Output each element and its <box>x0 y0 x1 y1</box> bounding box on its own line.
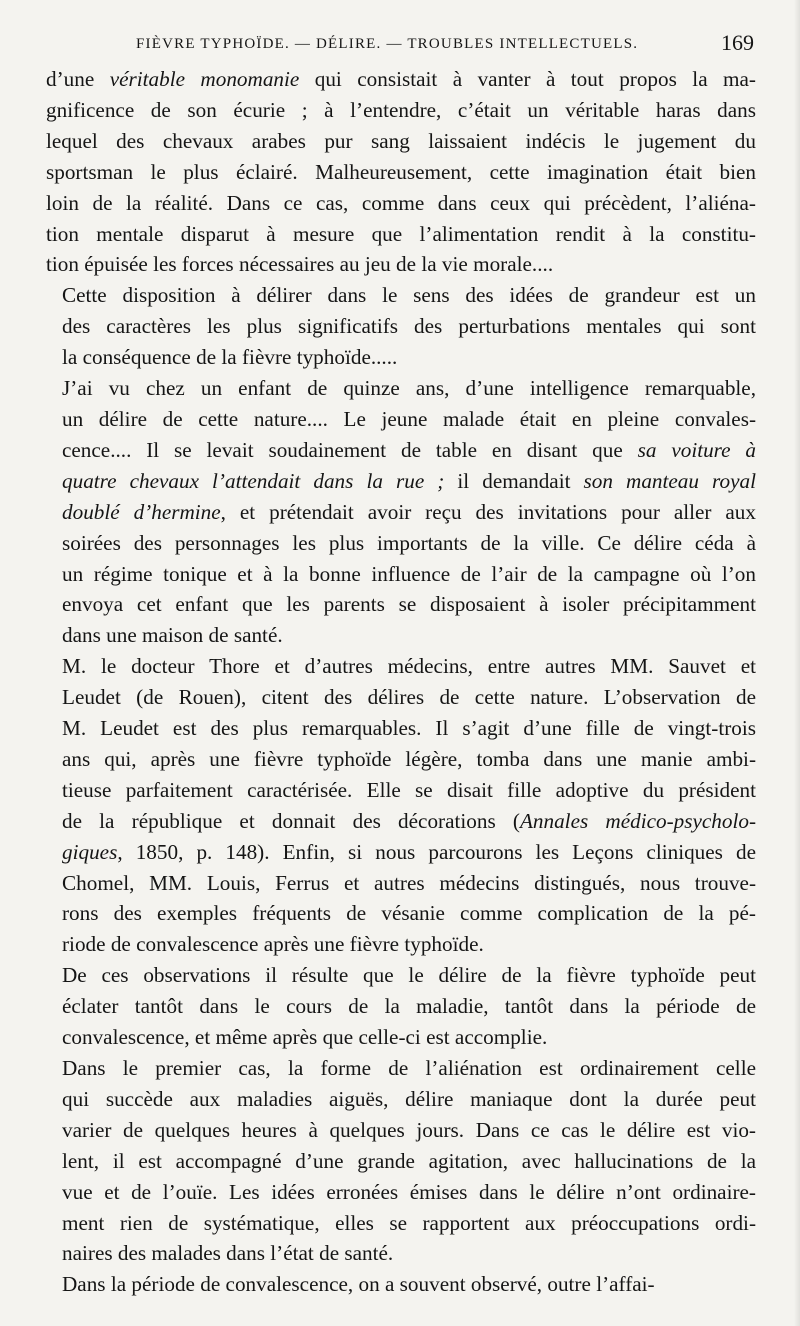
paragraph <box>46 651 756 960</box>
text-run: Leudet (de Rouen), citent des délires de cette nature. L’observation de <box>62 685 756 710</box>
text-line <box>46 404 756 435</box>
text-line <box>46 249 756 280</box>
italic-run: sa voiture à <box>637 437 756 462</box>
text-line <box>46 64 756 95</box>
text-line <box>46 960 756 991</box>
text-run: tieuse parfaitement caractérisée. Elle se disait fille adoptive du président <box>62 777 756 802</box>
text-line <box>46 373 756 404</box>
text-line <box>46 1146 756 1177</box>
text-run: varier de quelques heures à quelques jours. Dans ce cas le délire est vio- <box>62 1117 756 1142</box>
text-run: M. le docteur Thore et d’autres médecins, entre autres MM. Sauvet et <box>62 654 756 679</box>
italic-run: son manteau royal <box>583 468 756 493</box>
text-line <box>46 157 756 188</box>
text-run: tion mentale disparut à mesure que l’alimentation rendit à la constitu- <box>46 221 756 246</box>
text-line <box>46 188 756 219</box>
text-line <box>46 713 756 744</box>
text-run: soirées des personnages les plus importants de la ville. Ce délire céda à <box>62 530 756 555</box>
paragraph <box>46 280 756 373</box>
text-run: riode de convalescence après une fièvre typhoïde. <box>62 932 484 957</box>
text-line <box>46 497 756 528</box>
text-run: J’ai vu chez un enfant de quinze ans, d’une intelligence remarquable, <box>62 376 756 401</box>
text-line <box>46 1269 756 1300</box>
italic-run: doublé d’hermine <box>62 499 221 524</box>
paragraph <box>46 1053 756 1269</box>
paragraph <box>46 1269 756 1300</box>
text-line <box>46 775 756 806</box>
text-line <box>46 435 756 466</box>
text-line <box>46 280 756 311</box>
text-line <box>46 528 756 559</box>
text-run: lent, il est accompagné d’une grande agitation, avec hallucinations de la <box>62 1148 756 1173</box>
scan-shadow <box>794 0 800 1326</box>
text-line <box>46 620 756 651</box>
text-run: envoya cet enfant que les parents se disposaient à isoler précipitamment <box>62 592 756 617</box>
text-run: d’une <box>46 67 110 91</box>
text-line <box>46 682 756 713</box>
text-run: naires des malades dans l’état de santé. <box>62 1241 394 1266</box>
text-run: un délire de cette nature.... Le jeune malade était en pleine convales- <box>62 406 756 431</box>
text-run: , 1850, p. 148). Enfin, si nous parcourons les Leçons cliniques de <box>117 839 756 864</box>
text-run: ment rien de systématique, elles se rapportent aux préoccupations ordi- <box>62 1210 756 1235</box>
text-line <box>46 1177 756 1208</box>
text-run: sportsman le plus éclairé. Malheureusement, cette imagination était bien <box>46 159 756 184</box>
italic-run: quatre chevaux l’attendait dans la rue ; <box>62 468 445 493</box>
text-line <box>46 466 756 497</box>
text-run: loin de la réalité. Dans ce cas, comme dans ceux qui précèdent, l’aliéna- <box>46 190 756 215</box>
text-line <box>46 1115 756 1146</box>
text-run: M. Leudet est des plus remarquables. Il s’agit d’une fille de vingt-trois <box>62 716 756 741</box>
text-run: cence.... Il se levait soudainement de table en disant que <box>62 437 638 462</box>
text-line <box>46 744 756 775</box>
text-run: Dans le premier cas, la forme de l’aliénation est ordinairement celle <box>62 1056 756 1080</box>
text-run: qui consistait à vanter à tout propos la ma- <box>299 67 756 91</box>
page-number: 169 <box>721 30 754 55</box>
text-line <box>46 868 756 899</box>
text-run: Dans la période de convalescence, on a souvent observé, outre l’affai- <box>62 1272 655 1297</box>
text-line <box>46 1022 756 1053</box>
text-run: un régime tonique et à la bonne influence de l’air de la campagne où l’on <box>62 561 756 586</box>
text-line <box>46 342 756 373</box>
text-line <box>46 1084 756 1115</box>
paragraph <box>46 960 756 1053</box>
text-line <box>46 1053 756 1084</box>
text-run: dans une maison de santé. <box>62 623 283 648</box>
text-run: Cette disposition à délirer dans le sens des idées de grandeur est un <box>62 283 756 308</box>
text-run: tion épuisée les forces nécessaires au jeu de la vie morale.... <box>46 252 554 277</box>
italic-run: véritable monomanie <box>109 67 300 91</box>
page-body <box>46 64 756 1300</box>
running-head: FIÈVRE TYPHOÏDE. — DÉLIRE. — TROUBLES INTELLECTUELS. <box>136 36 639 52</box>
text-run: vue et de l’ouïe. Les idées erronées émises dans le délire n’ont ordinaire- <box>62 1179 756 1204</box>
text-run: , et prétendait avoir reçu des invitations pour aller aux <box>220 499 756 524</box>
text-run: ans qui, après une fièvre typhoïde légère, tomba dans une manie ambi- <box>62 746 756 771</box>
text-run: de la république et donnait des décorations ( <box>62 808 520 833</box>
text-line <box>46 1208 756 1239</box>
text-line <box>46 806 756 837</box>
text-run: rons des exemples fréquents de vésanie comme complication de la pé- <box>62 901 756 926</box>
paragraph <box>46 64 756 280</box>
text-line <box>46 651 756 682</box>
text-line <box>46 991 756 1022</box>
page-header <box>46 28 756 60</box>
text-line <box>46 311 756 342</box>
text-line <box>46 126 756 157</box>
text-line <box>46 219 756 250</box>
text-line <box>46 95 756 126</box>
italic-run: Annales médico-psycholo- <box>519 808 756 833</box>
text-line <box>46 929 756 960</box>
text-run: il demandait <box>444 468 584 493</box>
italic-run: giques <box>62 839 118 864</box>
text-run: lequel des chevaux arabes pur sang laissaient indécis le jugement du <box>46 128 756 153</box>
text-run: qui succède aux maladies aiguës, délire maniaque dont la durée peut <box>62 1086 756 1111</box>
text-line <box>46 589 756 620</box>
text-run: la conséquence de la fièvre typhoïde..... <box>62 345 398 370</box>
text-line <box>46 1238 756 1269</box>
text-run: De ces observations il résulte que le délire de la fièvre typhoïde peut <box>62 963 756 988</box>
text-run: des caractères les plus significatifs des perturbations mentales qui sont <box>62 314 756 339</box>
text-line <box>46 559 756 590</box>
paragraph <box>46 373 756 651</box>
text-line <box>46 898 756 929</box>
text-run: Chomel, MM. Louis, Ferrus et autres médecins distingués, nous trouve- <box>62 870 756 895</box>
text-run: convalescence, et même après que celle-ci est accomplie. <box>62 1025 548 1050</box>
text-run: gnificence de son écurie ; à l’entendre, c’était un véritable haras dans <box>46 97 756 122</box>
text-line <box>46 837 756 868</box>
text-run: éclater tantôt dans le cours de la maladie, tantôt dans la période de <box>62 994 756 1019</box>
